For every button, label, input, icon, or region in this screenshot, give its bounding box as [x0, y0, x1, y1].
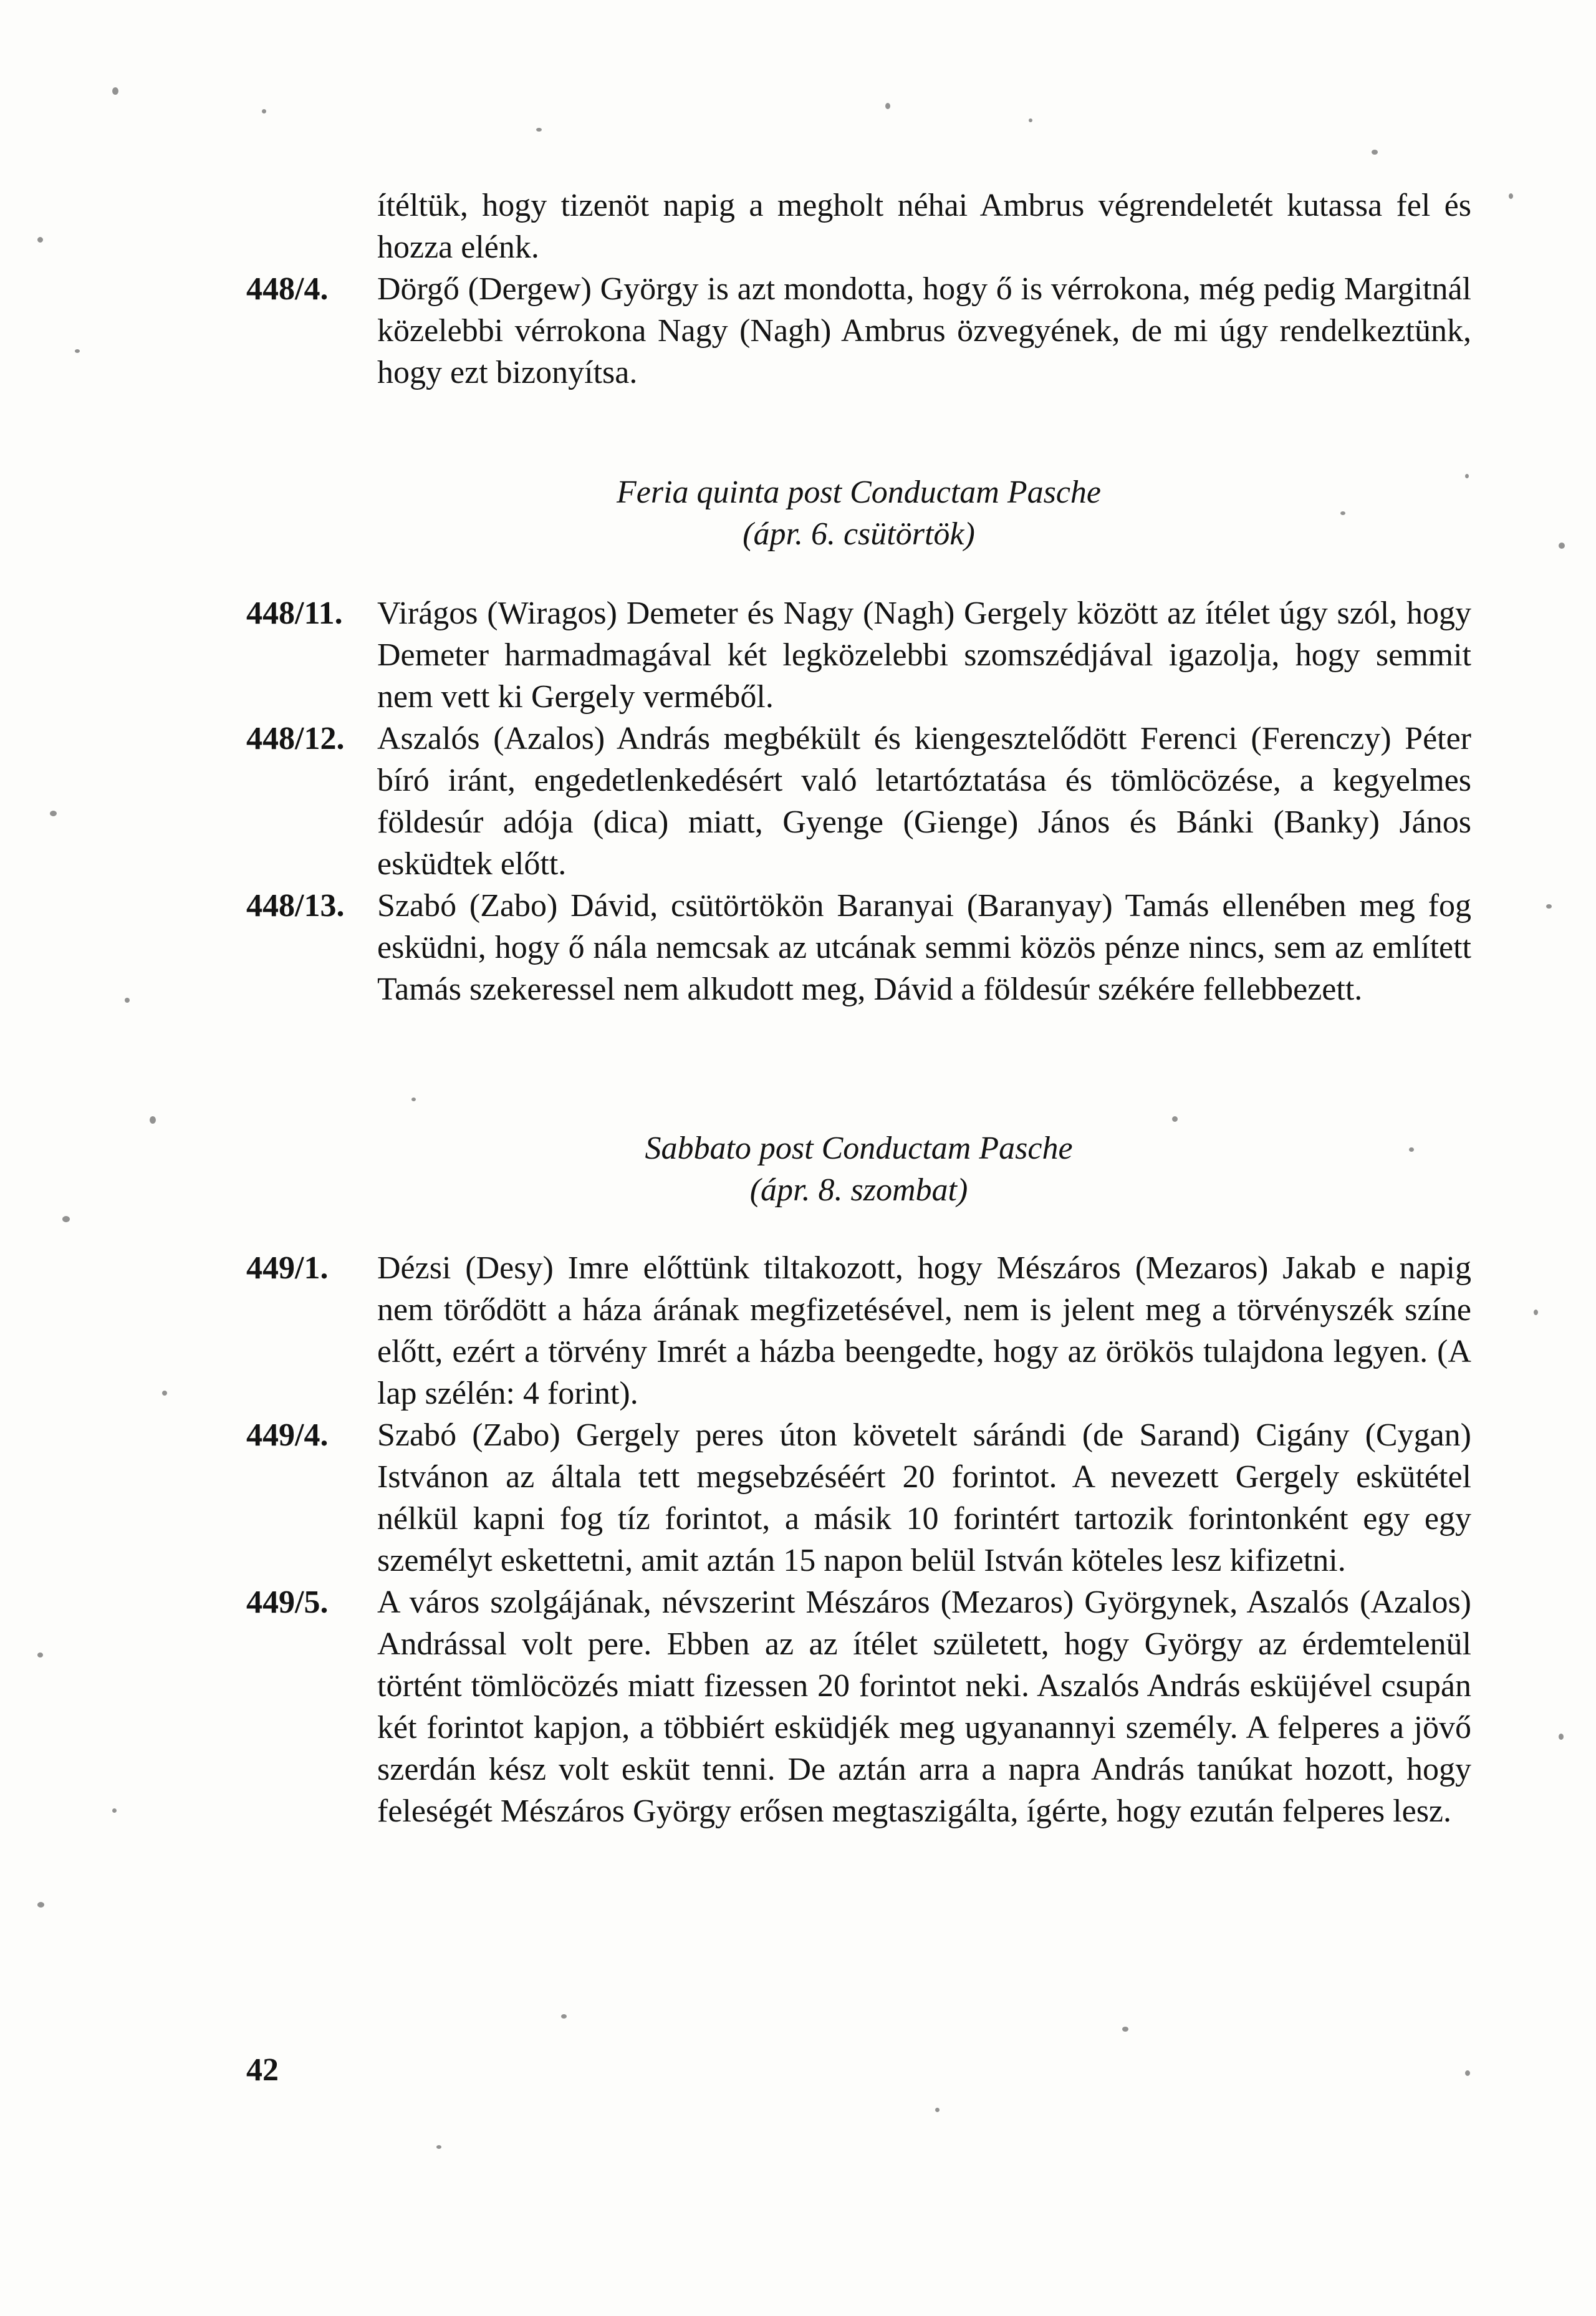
opening-section: [246, 185, 1471, 393]
heading-date: (ápr. 8. szombat): [749, 1172, 968, 1208]
entry-number: 448/4.: [246, 271, 329, 307]
entry-number: 448/12.: [246, 721, 345, 756]
entry-number: 449/4.: [246, 1417, 329, 1453]
entry-text: A város szolgájának, névszerint Mészáros (Mezaros) Györgynek, Aszalós (Azalos) Andrással volt pere. Ebben az az ítélet született, hogy György az érdemtelenül történt tömlöcözés miatt fizessen 20 forintot neki. Aszalós András esküjével csupán két forintot kapjon, a többiért esküdjék meg ugyanannyi személy. A felperes a jövő szerdán kész volt esküt tenni. De aztán arra a napra András tanúkat hozott, hogy feleségét Mészáros György erősen megtaszigálta, ígérte, hogy ezután felperes lesz.: [377, 1585, 1471, 1829]
entry-number: 448/13.: [246, 888, 345, 924]
page-number: 42: [246, 2052, 279, 2088]
entry-449-4: [246, 1414, 1471, 1581]
entry-text: Szabó (Zabo) Gergely peres úton követelt sárándi (de Sarand) Cigány (Cygan) Istvánon az általa tett megsebzéséért 20 forintot. A nevezett Gergely eskütétel nélkül kapni fog tíz forintot, a másik 10 forintért tartozik forintonként egy egy személyt eskettetni, amit aztán 15 napon belül István köteles lesz kifizetni.: [377, 1417, 1471, 1578]
intro-paragraph: ítéltük, hogy tizenöt napig a megholt néhai Ambrus végrendeletét kutassa fel és hozza elénk.: [377, 188, 1471, 265]
entry-number: 448/11.: [246, 596, 343, 631]
entry-text: Aszalós (Azalos) András megbékült és kiengesztelődött Ferenci (Ferenczy) Péter bíró iránt, engedetlenkedésért való letartóztatása és tömlöcözése, a kegyelmes földesúr adója (dica) miatt, Gyenge (Gienge) János és Bánki (Banky) János esküdtek előtt.: [377, 721, 1471, 882]
entry-number: 449/1.: [246, 1250, 329, 1286]
entry-text: Dézsi (Desy) Imre előttünk tiltakozott, hogy Mészáros (Mezaros) Jakab e napig nem törődött a háza árának megfizetésével, nem is jelent meg a törvényszék színe előtt, ezért a törvény Imrét a házba beengedte, hogy az örökös tulajdona legyen. (A lap szélén: 4 forint).: [377, 1250, 1471, 1411]
entry-448-4: [246, 268, 1471, 393]
entry-text: Szabó (Zabo) Dávid, csütörtökön Baranyai (Baranyay) Tamás ellenében meg fog esküdni, hogy ő nála nemcsak az utcának semmi közös pénze nincs, sem az említett Tamás szekeressel nem alkudott meg, Dávid a földesúr székére fellebbezett.: [377, 888, 1471, 1007]
heading-title: Sabbato post Conductam Pasche: [645, 1131, 1073, 1166]
entry-448-13: [246, 885, 1471, 1010]
entries-section-1: [246, 592, 1471, 1010]
section-heading-2: [246, 1127, 1471, 1211]
section-heading-1: [246, 471, 1471, 555]
heading-title: Feria quinta post Conductam Pasche: [616, 475, 1102, 510]
entry-449-5: [246, 1581, 1471, 1832]
entry-text: Dörgő (Dergew) György is azt mondotta, hogy ő is vérrokona, még pedig Margitnál közelebbi vérrokona Nagy (Nagh) Ambrus özvegyének, de mi úgy rendelkeztünk, hogy ezt bizonyítsa.: [377, 271, 1471, 390]
heading-date: (ápr. 6. csütörtök): [743, 516, 975, 552]
entry-text: Virágos (Wiragos) Demeter és Nagy (Nagh) Gergely között az ítélet úgy szól, hogy Demeter harmadmagával két legközelebbi szomszédjával igazolja, hogy semmit nem vett ki Gergely verméből.: [377, 596, 1471, 715]
entry-448-12: [246, 718, 1471, 885]
entry-number: 449/5.: [246, 1585, 329, 1620]
entry-448-11: [246, 592, 1471, 718]
entry-449-1: [246, 1247, 1471, 1414]
entries-section-2: [246, 1247, 1471, 1832]
